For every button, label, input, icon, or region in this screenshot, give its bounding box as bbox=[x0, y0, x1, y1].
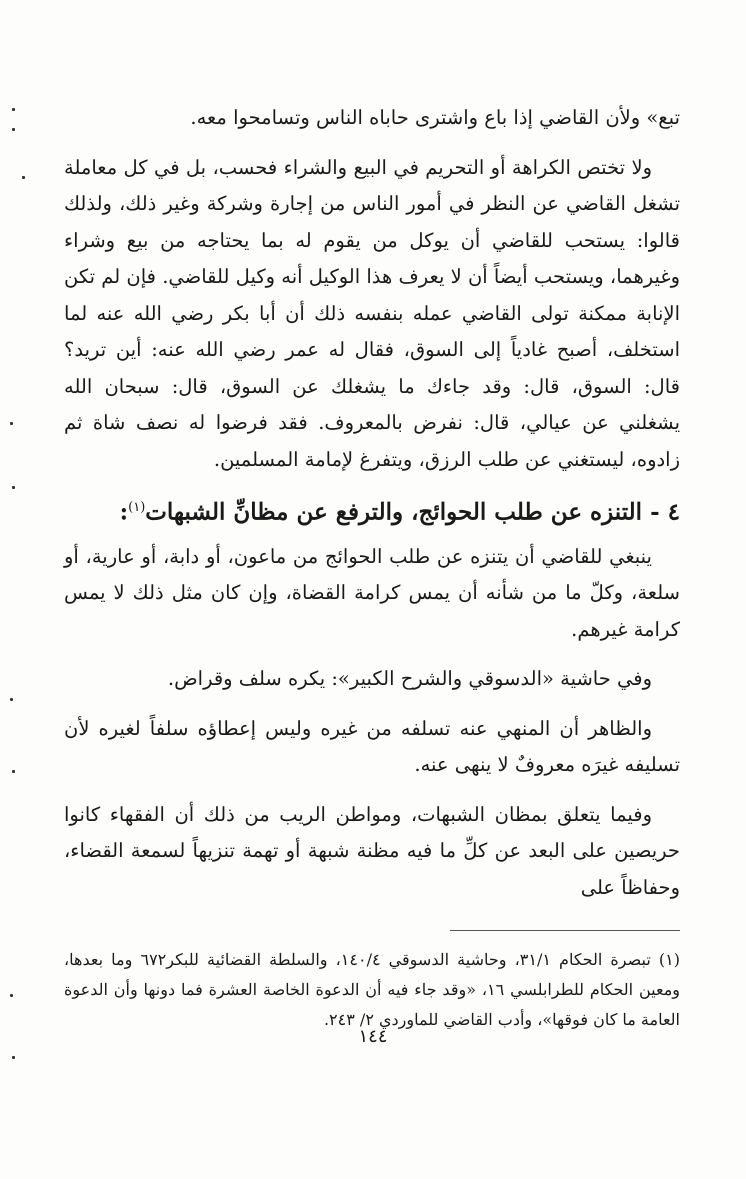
paragraph-suspicions: وفيما يتعلق بمظان الشبهات، ومواطن الريب من ذلك أن الفقهاء كانوا حريصين على البعد عن كلِّ ما فيه مظنة شبهة أو تهمة تنزيهاً لسمعة القضاء، وحفاظاً على bbox=[64, 802, 680, 899]
scan-speck bbox=[10, 698, 13, 701]
scan-speck bbox=[12, 128, 15, 131]
scan-speck bbox=[12, 1056, 15, 1059]
section-heading-text: ٤ - التنزه عن طلب الحوائج، والترفع عن مظانِّ الشبهات bbox=[145, 498, 680, 526]
footnote-divider bbox=[450, 930, 680, 931]
paragraph-dasuqi: وفي حاشية «الدسوقي والشرح الكبير»: يكره سلف وقراض. bbox=[167, 667, 652, 691]
paragraph-lending: والظاهر أن المنهي عنه تسلفه من غيره وليس إعطاؤه سلفاً لغيره لأن تسليفه غيرَه معروفٌ لا ينهى عنه. bbox=[64, 716, 680, 777]
paragraph-avoid-requests: ينبغي للقاضي أن يتنزه عن طلب الحوائج من ماعون، أو دابة، أو عارية، أو سلعة، وكلّ ما من شأنه أن يمس كرامة القضاة، وإن كان مثل ذلك لا يمس كرامة غيرهم. bbox=[64, 544, 680, 641]
scan-speck bbox=[22, 176, 25, 179]
scan-speck bbox=[12, 108, 15, 111]
scan-speck bbox=[12, 770, 15, 773]
scan-speck bbox=[10, 994, 13, 997]
page-body bbox=[64, 100, 680, 1035]
scan-speck bbox=[10, 422, 13, 425]
page-number: ١٤٤ bbox=[358, 1026, 388, 1047]
paragraph-dealings: ولا تختص الكراهة أو التحريم في البيع والشراء فحسب، بل في كل معاملة تشغل القاضي عن النظر في أمور الناس من إجارة وشركة وغير ذلك، ولذلك قالوا: يستحب للقاضي أن يوكل من يقوم له بما يحتاجه من بيع وشراء وغيرهما، ويستحب أيضاً أن لا يعرف هذا الوكيل أنه وكيل للقاضي. فإن لم تكن الإنابة ممكنة تولى القاضي عمله بنفسه ذلك أن أبا بكر رضي الله عنه لما استخلف، أصبح غادياً إلى السوق، فقال له عمر رضي الله عنه: أين تريد؟ قال: السوق، قال: وقد جاءك ما يشغلك عن السوق، قال: سبحان الله يشغلني عن عيالي، قال: نفرض بالمعروف. فقد فرضوا له نصف شاة ثم زادوه، ليستغني عن طلب الرزق، ويتفرغ لإمامة المسلمين. bbox=[64, 155, 680, 471]
footnote-ref: (١) bbox=[128, 500, 146, 515]
section-heading bbox=[64, 486, 680, 535]
footnote-1: (١) تبصرة الحكام ٣١/١، وحاشية الدسوقي ١٤٠/٤، والسلطة القضائية للبكر٦٧٢ وما بعدها، ومعين الحكام للطرابلسي ١٦، «وقد جاء فيه أن الدعوة الخاصة العشرة فما دونها وأن الدعوة العامة ما كان فوقها»، وأدب القاضي للماوردي ٢/ ٢٤٣. bbox=[64, 950, 680, 1030]
paragraph-continuation: تبع» ولأن القاضي إذا باع واشترى حاباه الناس وتسامحوا معه. bbox=[190, 106, 680, 129]
scan-speck bbox=[12, 486, 15, 489]
heading-colon: : bbox=[119, 498, 129, 526]
